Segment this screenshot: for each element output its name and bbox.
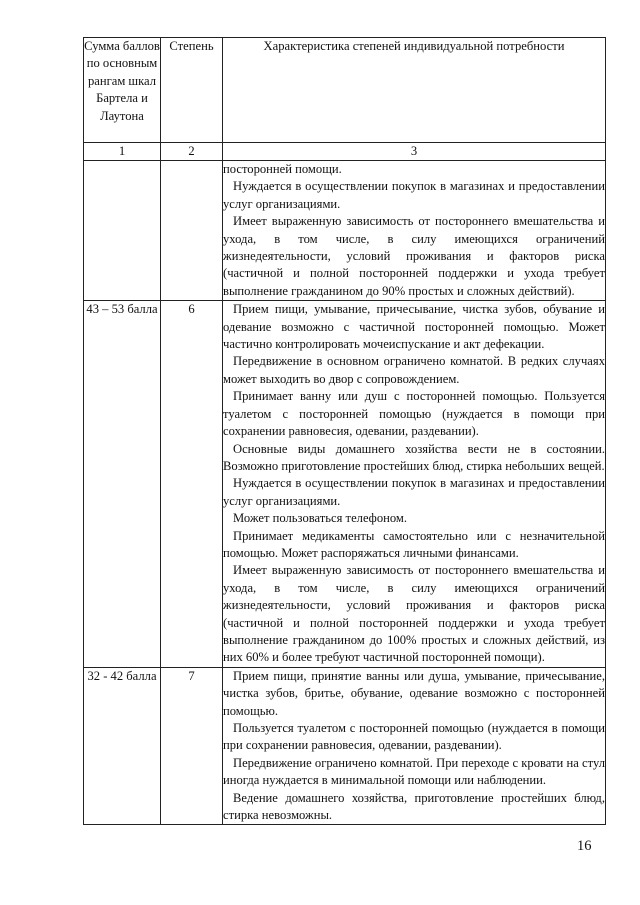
description-paragraph: Принимает ванну или душ с посторонней помощью. Пользуется туалетом с посторонней помощью (нуждается в помощи при сохранении равновесия, одевании, раздевании).: [223, 389, 605, 439]
description-paragraph: Нуждается в осуществлении покупок в магазинах и предоставлении услуг организациями.: [223, 476, 605, 508]
header-characteristic: Характеристика степеней индивидуальной потребности: [223, 38, 606, 143]
needs-degree-table: [83, 37, 606, 825]
column-number-row: [84, 143, 606, 161]
description-paragraph: Передвижение ограничено комнатой. При переходе с кровати на стул иногда нуждается в минимальной помощи или наблюдении.: [223, 755, 605, 788]
score-cell: 32 - 42 балла: [84, 667, 161, 825]
degree-cell: 7: [161, 667, 223, 825]
degree-cell: [161, 161, 223, 301]
description-paragraph: посторонней помощи.: [223, 162, 342, 176]
column-number: 3: [223, 143, 606, 161]
column-number: 2: [161, 143, 223, 161]
header-degree: Степень: [161, 38, 223, 143]
description-cell: [223, 161, 606, 301]
description-cell: [223, 301, 606, 668]
description-paragraph: Основные виды домашнего хозяйства вести не в состоянии. Возможно приготовление простейших блюд, стирка небольших вещей.: [223, 441, 605, 473]
description-paragraph: Имеет выраженную зависимость от постороннего вмешательства и ухода, в том числе, в силу имеющихся ограничений жизнедеятельности, условий проживания и факторов риска (частичной и полной посторонней поддержки и ухода требует выполнение гражданином до 90% простых и сложных действий).: [223, 214, 605, 298]
description-paragraph: Передвижение в основном ограничено комнатой. В редких случаях может выходить во двор с сопровождением.: [223, 354, 605, 386]
description-paragraph: Имеет выраженную зависимость от постороннего вмешательства и ухода, в том числе, в силу имеющихся ограничений жизнедеятельности, условий проживания и факторов риска (частичной и полной посторонней поддержки и ухода требует выполнение гражданином до 100% простых и сложных действий, из них 60% и более требуют частичной посторонней помощи).: [223, 563, 605, 665]
column-number: 1: [84, 143, 161, 161]
header-score-sum: Сумма баллов по основным рангам шкал Бартела и Лаутона: [84, 38, 161, 143]
description-paragraph: Ведение домашнего хозяйства, приготовление простейших блюд, стирка невозможны.: [223, 790, 605, 823]
page-number: 16: [577, 838, 592, 854]
score-cell: 43 – 53 балла: [84, 301, 161, 668]
table-header-row: [84, 38, 606, 143]
description-paragraph: Прием пищи, умывание, причесывание, чистка зубов, обувание и одевание возможно с частичной посторонней помощью. Может частично контролировать мочеиспускание и акт дефекации.: [223, 302, 605, 352]
description-paragraph: Может пользоваться телефоном.: [233, 511, 408, 526]
description-paragraph: Принимает медикаменты самостоятельно или с незначительной помощью. Может распоряжаться личными финансами.: [223, 528, 605, 560]
description-cell: [223, 667, 606, 825]
score-cell: [84, 161, 161, 301]
table-row: [84, 667, 606, 825]
description-paragraph: Пользуется туалетом с посторонней помощью (нуждается в помощи при сохранении равновесия, одевании, раздевании).: [223, 721, 605, 753]
table-row: [84, 301, 606, 668]
degree-cell: 6: [161, 301, 223, 668]
description-paragraph: Прием пищи, принятие ванны или душа, умывание, причесывание, чистка зубов, бритье, обувание, одевание возможно с посторонней помощью.: [223, 668, 605, 718]
description-paragraph: Нуждается в осуществлении покупок в магазинах и предоставлении услуг организациями.: [223, 179, 605, 211]
table-row: [84, 161, 606, 301]
